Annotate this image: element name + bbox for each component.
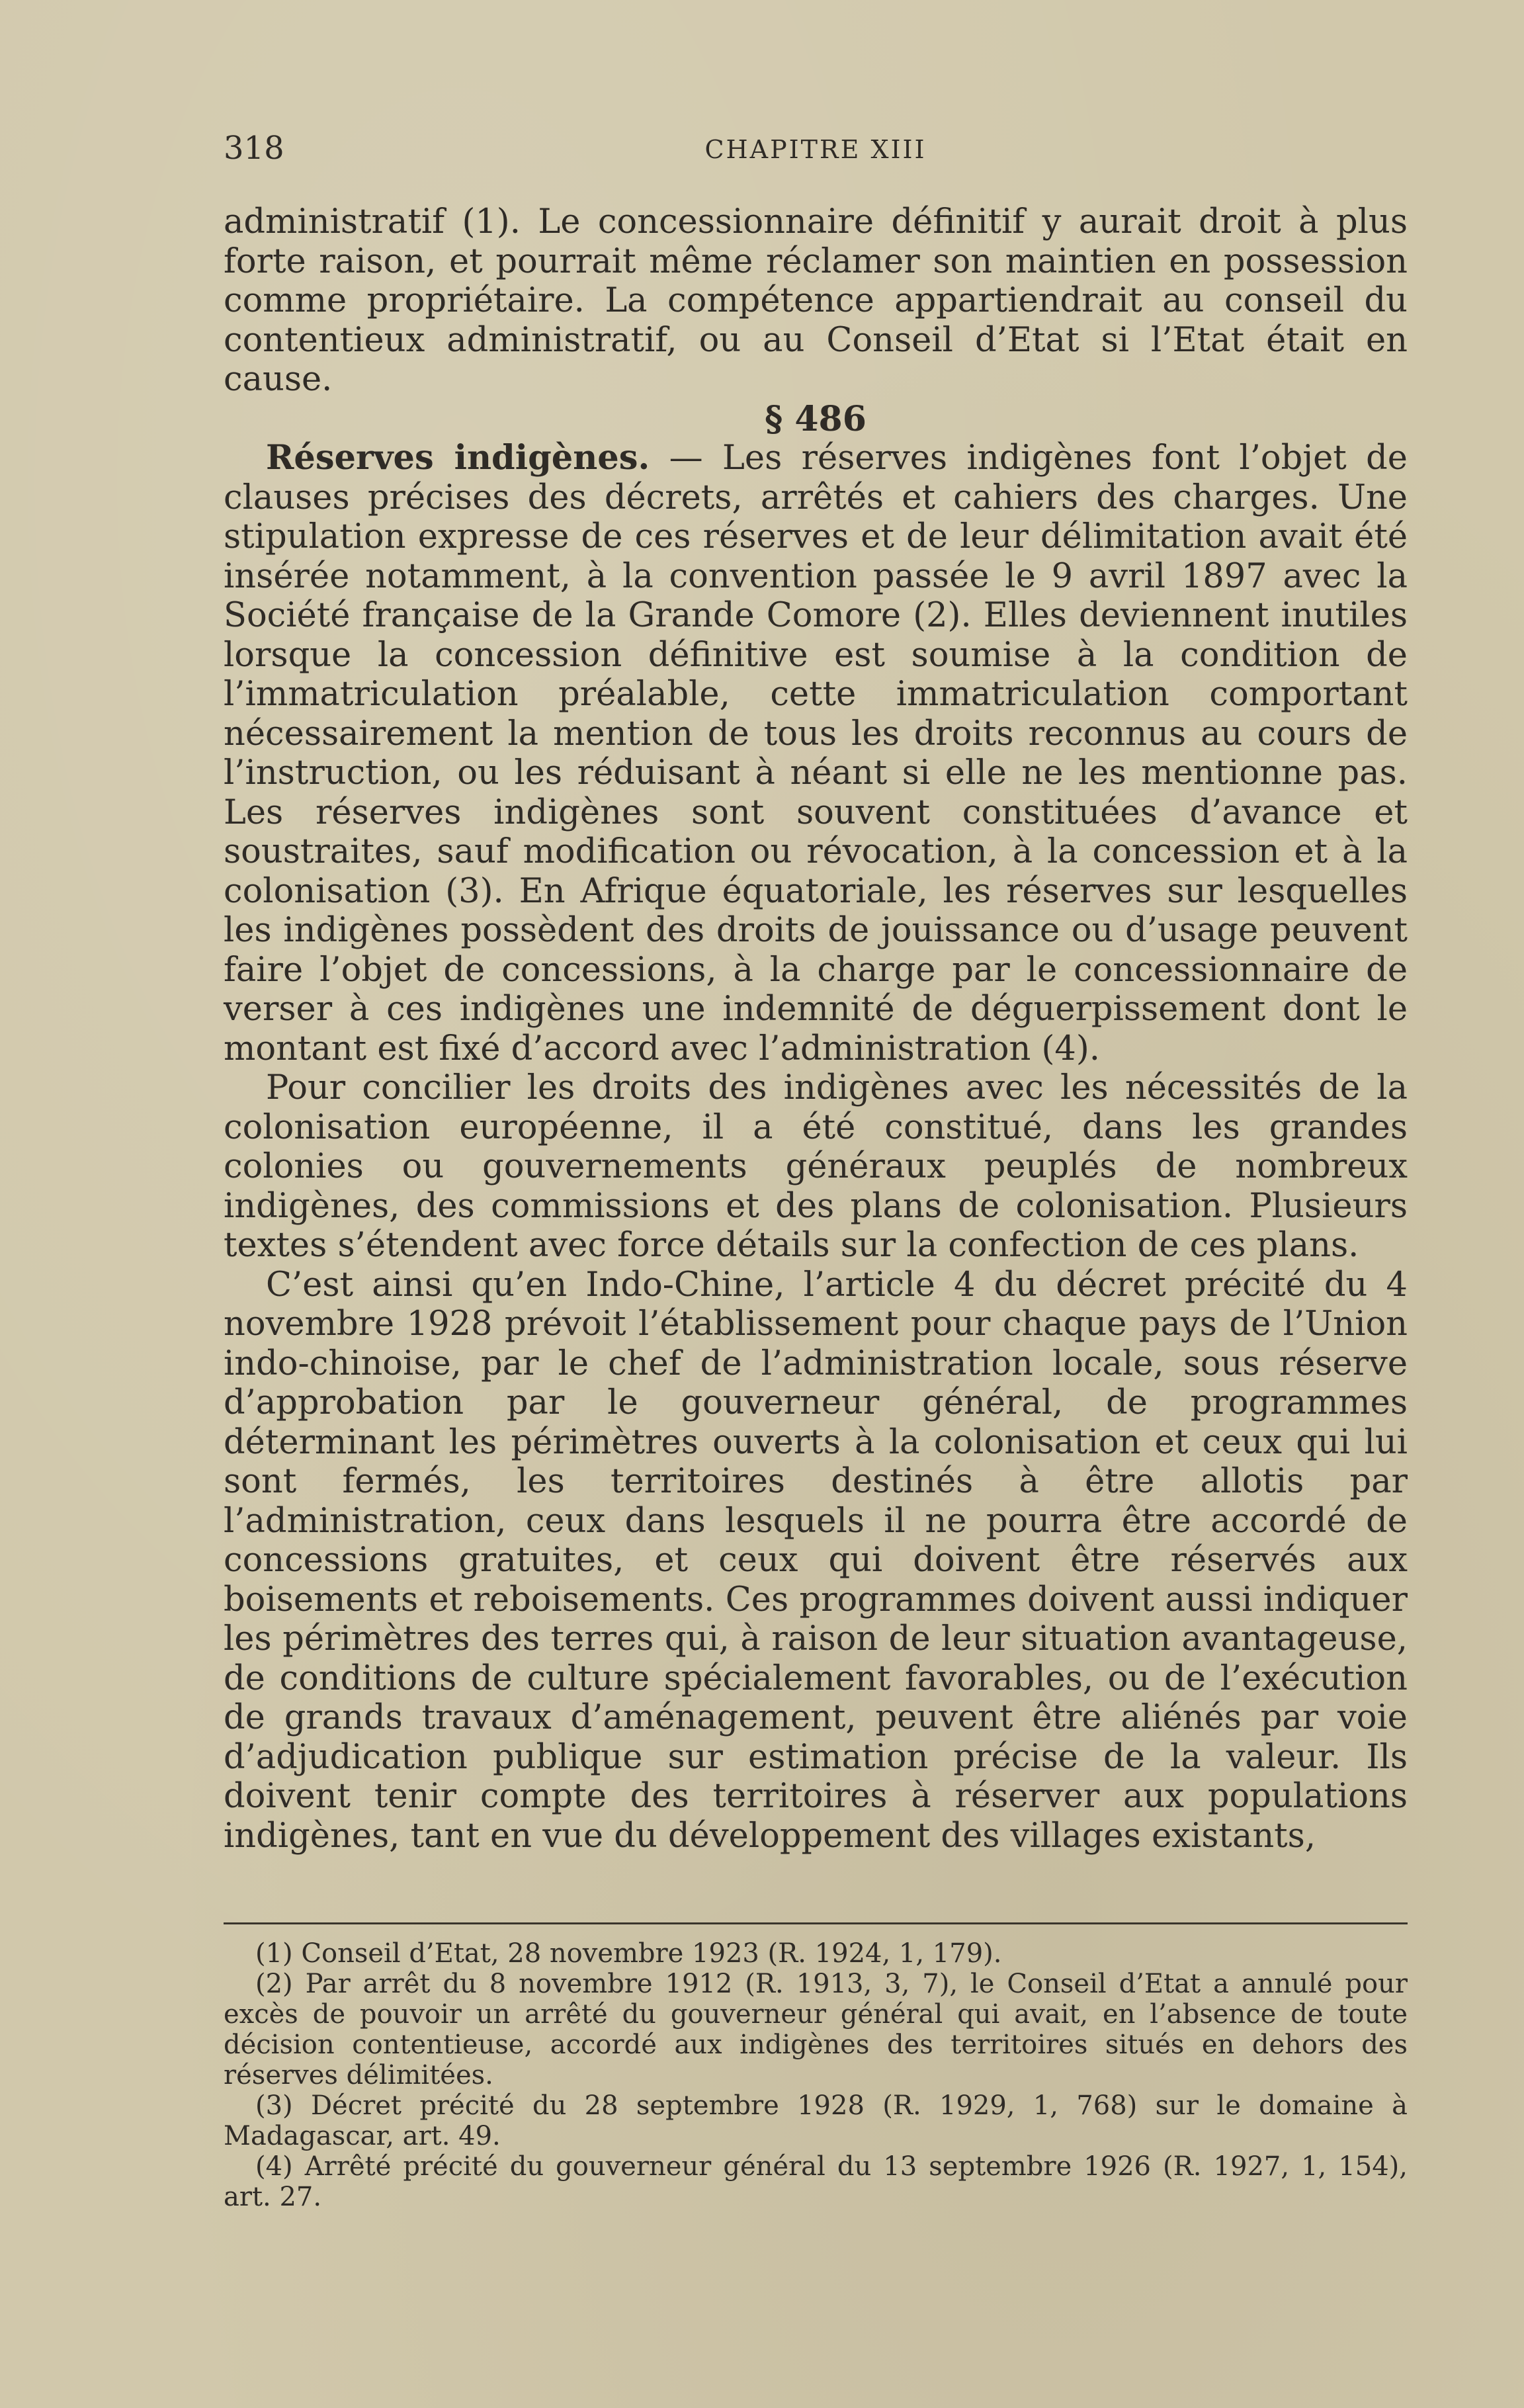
section-number: § 486 xyxy=(765,398,867,439)
paragraph-colonisation: Pour concilier les droits des indigènes avec les nécessités de la colonisation européenne, il a été constitué, dans les grandes colonies ou gouvernements généraux peuplés de nombreux indigènes, des commissions et des plans de colonisation. Plusieurs textes s’étendent avec force détails sur la confection de ces plans. xyxy=(224,1068,1408,1265)
paragraph-reserves xyxy=(224,439,1408,1068)
paragraph-reserves-text: — Les réserves indigènes font l’objet de clauses précises des décrets, arrêtés et cahiers des charges. Une stipulation expresse de ces réserves et de leur délimitation avait été insérée notamment, à la convention passée le 9 avril 1897 avec la Société française de la Grande Comore (2). Elles deviennent inutiles lorsque la concession définitive est soumise à la condition de l’immatriculation préalable, cette immatriculation comportant nécessairement la mention de tous les droits reconnus au cours de l’instruction, ou les réduisant à néant si elle ne les mentionne pas. Les réserves indigènes sont souvent constituées d’avance et soustraites, sauf modification ou révocation, à la concession et à la colonisation (3). En Afrique équatoriale, les réserves sur lesquelles les indigènes possèdent des droits de jouissance ou d’usage peuvent faire l’objet de concessions, à la charge par le concessionnaire de verser à ces indigènes une indemnité de déguerpissement dont le montant est fixé d’accord avec l’administration (4). xyxy=(224,439,1408,1068)
footnote-4: (4) Arrêté précité du gouverneur général du 13 septembre 1926 (R. 1927, 1, 154), art. 27. xyxy=(224,2151,1408,2212)
footnote-2: (2) Par arrêt du 8 novembre 1912 (R. 1913, 3, 7), le Conseil d’Etat a annulé pour excès de pouvoir un arrêté du gouverneur général qui avait, en l’absence de toute décision contentieuse, accordé aux indigènes des territoires situés en dehors des réserves délimitées. xyxy=(224,1969,1408,2090)
footnote-divider xyxy=(224,1922,1408,1924)
page-number: 318 xyxy=(224,130,284,167)
footnotes xyxy=(224,1938,1408,2212)
paragraph-continuation: administratif (1). Le concessionnaire définitif y aurait droit à plus forte raison, et pourrait même réclamer son maintien en possession comme propriétaire. La compétence appartiendrait au conseil du contentieux administratif, ou au Conseil d’Etat si l’Etat était en cause. xyxy=(224,202,1408,399)
paragraph-indochine: C’est ainsi qu’en Indo-Chine, l’article 4 du décret précité du 4 novembre 1928 prévoit l’établissement pour chaque pays de l’Union indo-chinoise, par le chef de l’administration locale, sous réserve d’approbation par le gouverneur général, de programmes déterminant les périmètres ouverts à la colonisation et ceux qui lui sont fermés, les territoires destinés à être allotis par l’administration, ceux dans lesquels il ne pourra être accordé de concessions gratuites, et ceux qui doivent être réservés aux boisements et reboisements. Ces programmes doivent aussi indiquer les périmètres des terres qui, à raison de leur situation avantageuse, de conditions de culture spécialement favorables, ou de l’exécution de grands travaux d’aménagement, peuvent être aliénés par voie d’adjudication publique sur estimation précise de la valeur. Ils doivent tenir compte des territoires à réserver aux populations indigènes, tant en vue du développement des villages existants, xyxy=(224,1265,1408,1856)
footnote-3: (3) Décret précité du 28 septembre 1928 (R. 1929, 1, 768) sur le domaine à Madagascar, art. 49. xyxy=(224,2090,1408,2151)
running-head: CHAPITRE XIII xyxy=(704,135,927,164)
body-text xyxy=(224,202,1408,1856)
footnote-1: (1) Conseil d’Etat, 28 novembre 1923 (R. 1924, 1, 179). xyxy=(255,1938,1002,1969)
page-header xyxy=(224,130,1408,172)
run-in-heading: Réserves indigènes. xyxy=(266,438,650,478)
